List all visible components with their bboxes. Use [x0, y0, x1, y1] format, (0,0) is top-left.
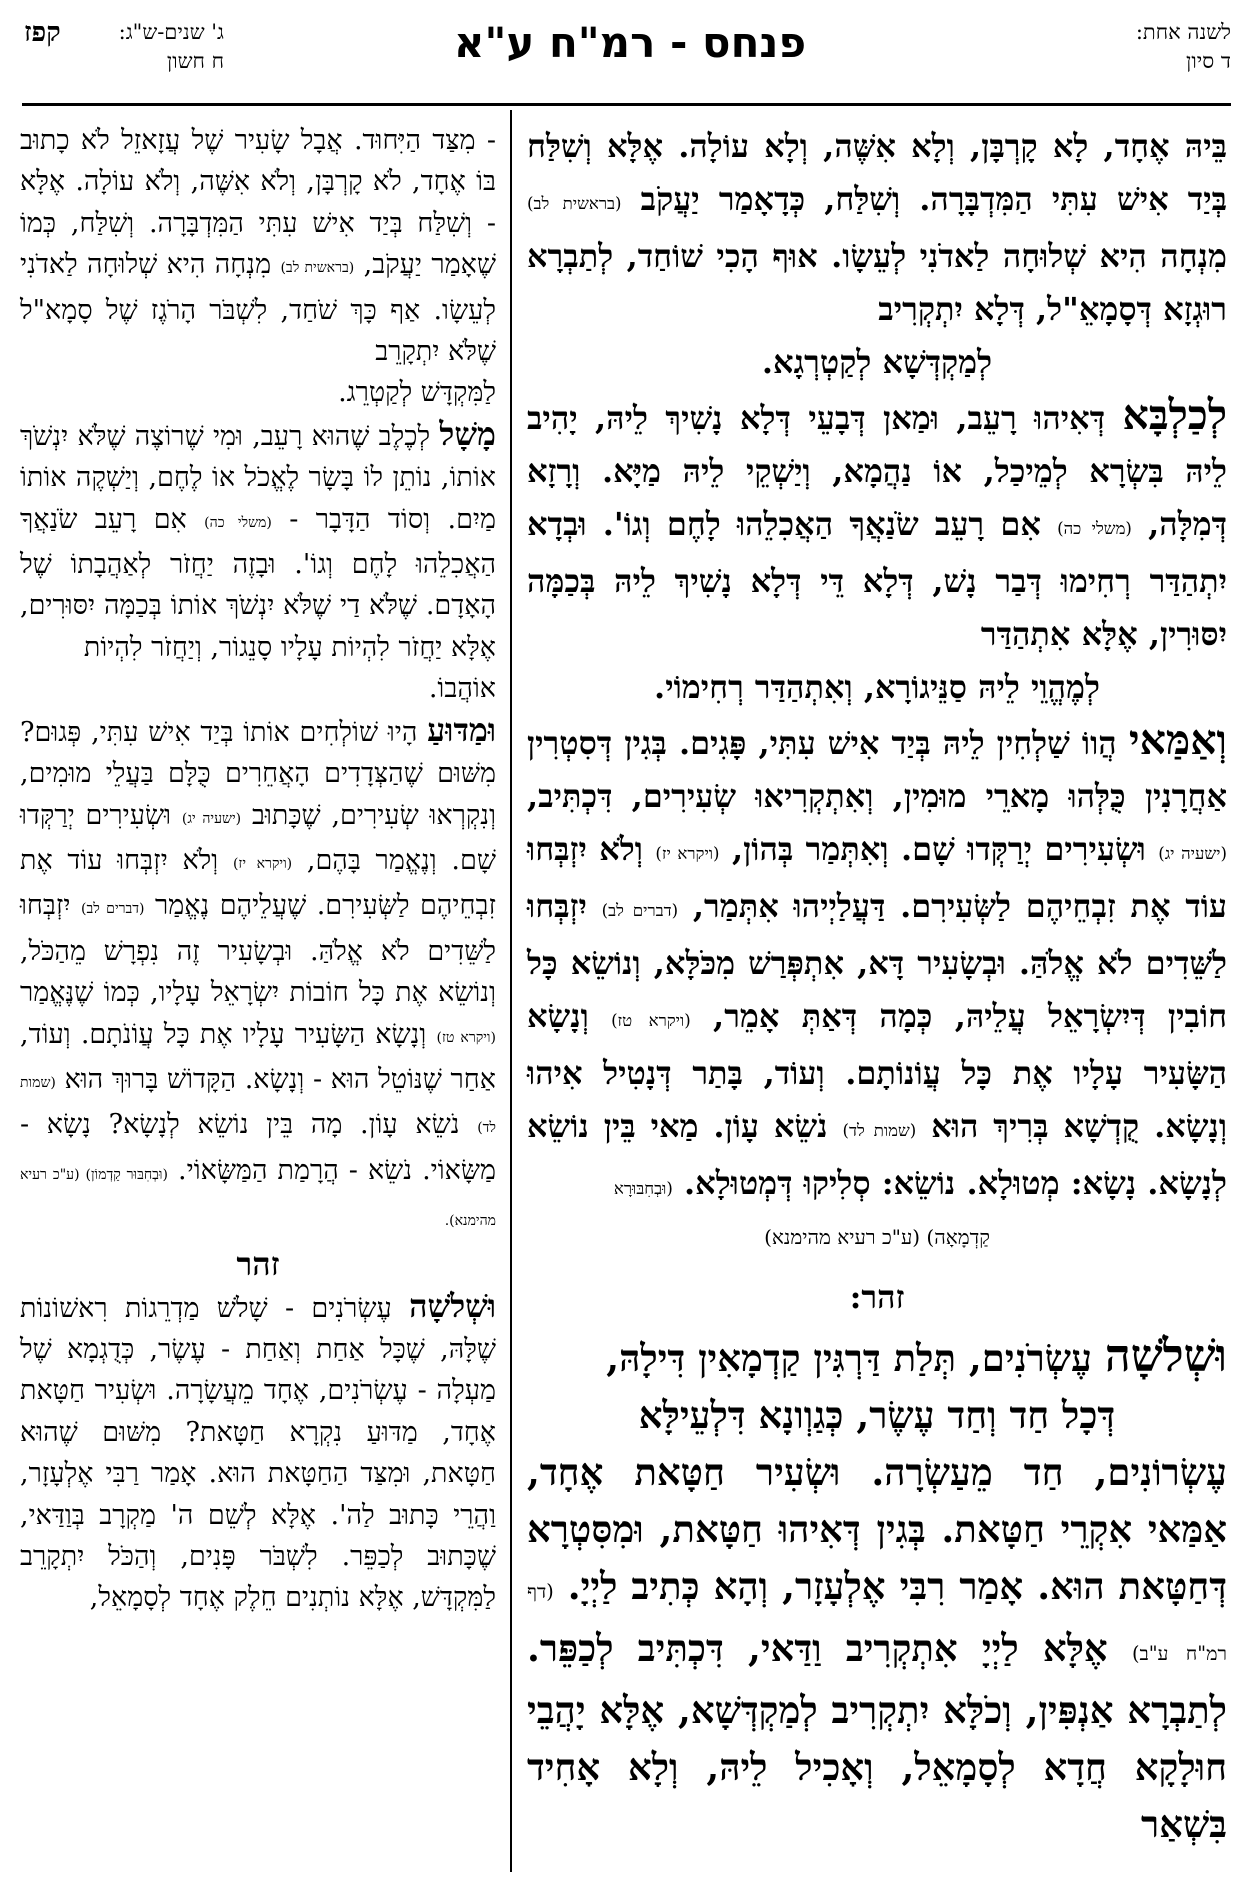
- header-reading-schedule-three-year: [24, 18, 224, 76]
- main-paragraph-1-last-line: לְמַקְדְּשָׁא לְקַטְרְגָא.: [761, 343, 993, 381]
- main-paragraph-1: בֵּיהּ אֶחָד, לָא קָרְבָּן, וְלָא אִשֶּׁה, וְלָא עוֹלָה. אֶלָּא וְשִׁלַּח בְּיַד אִישׁ עִתִּי הַמִּדְבָּרָה. וְשִׁלַּח, כְּדָאָמַר יַעֲקֹב (בראשית לב) מִנְחָה הִיא שְׁלוּחָה לַאדֹנִי לְעֵשָׂו. אוּף הָכִי שׁוֹחַד, לְתַבְרָא רוּגְזָא דְּסָמָאֵ"ל, דְּלָא יִתְקְרִיב: [527, 127, 1227, 328]
- zohar-heading: זהר:: [849, 1278, 905, 1316]
- opening-word: לְכַלְבָּא: [1122, 391, 1228, 439]
- opening-word: וּשְׁלֹשָׁה: [409, 1286, 496, 1325]
- side-paragraph-1: - מִצַּד הַיִּחוּד. אֲבָל שָׂעִיר שֶׁל עֲזָאזֵל לֹא כָתוּב בּוֹ אֶחָד, לֹא קָרְבָּן, וְלֹא אִשֶּׁה, וְלֹא עוֹלָה. אֶלָּא - וְשִׁלַּח בְּיַד אִישׁ עִתִּי הַמִּדְבָּרָה. וְשִׁלַּח, כְּמוֹ שֶׁאָמַר יַעֲקֹב, (בראשית לב) מִנְחָה הִיא שְׁלוּחָה לַאדֹנִי לְעֵשָׂו. אַף כָּךְ שֹׁחַד, לִשְׁבֹּר הָרֹגֶז שֶׁל סָמָא"ל שֶׁלֹּא יִתְקָרֵב: [20, 125, 496, 368]
- opening-word: וּמַדּוּעַ: [427, 710, 496, 749]
- header-one-year-label: לשנה אחת:: [1135, 20, 1231, 44]
- source-ref: (ויקרא יז): [232, 855, 293, 872]
- source-ref: (בראשית לב): [527, 194, 622, 213]
- source-ref: (ישעיה יג): [181, 810, 242, 827]
- side-paragraph-2-last-line: אוֹהֲבוֹ.: [428, 673, 496, 705]
- page-title: פנחס - רמ"ח ע"א: [453, 18, 807, 67]
- source-ref: (בראשית לב): [280, 260, 355, 277]
- source-ref: (ויקרא טז): [436, 1029, 496, 1046]
- main-paragraph-3-note-line: קַדְמָאָה) (ע"כ רעיא מהימנא): [764, 1225, 990, 1249]
- source-ref: (ויקרא טז): [611, 1011, 691, 1030]
- source-ref: (שמות לד): [842, 1121, 917, 1140]
- side-paragraph-2: מָשָׁל לְכֶלֶב שֶׁהוּא רָעֵב, וּמִי שֶׁרוֹצֶה שֶׁלֹּא יִנְשֹׁךְ אוֹתוֹ, נוֹתֵן לוֹ בָּשָׂר לֶאֱכֹל אוֹ לֶחֶם, וְיַשְׁקֶה אוֹתוֹ מַיִם. וְסוֹד הַדָּבָר - (משלי כה) אִם רָעֵב שֹׂנַאֲךָ הַאֲכִלֵהוּ לָחֶם וְגוֹ'. וּבָזֶה יַחֲזֹר לְאַהֲבָתוֹ שֶׁל הָאָדָם. שֶׁלֹּא דַי שֶׁלֹּא יִנְשֹׁךְ אוֹתוֹ בְּכַמָּה יִסּוּרִים, אֶלָּא יַחֲזֹר לִהְיוֹת עָלָיו סָנֵגוֹר, וְיַחֲזֹר לִהְיוֹת: [20, 414, 497, 663]
- zohar-paragraph-centered-line: דְּכָל חַד וְחַד עֶשֶׂר, כְּגַוְונָא דִּלְעֵילָּא: [638, 1393, 1116, 1437]
- source-ref: (דברים לב): [81, 901, 145, 918]
- source-ref: (ויקרא יז): [655, 844, 720, 863]
- header-one-year-date: ד סיון: [1186, 49, 1231, 73]
- source-ref: (ישעיה יג): [1158, 844, 1228, 863]
- source-ref: (שמות לד): [20, 1074, 496, 1137]
- editorial-note: (וּבְחִבּוּר קַדְמוֹן) (ע"כ רעיא מהימנא).: [20, 1166, 496, 1230]
- source-ref: (משלי כה): [204, 514, 272, 531]
- side-paragraph-4: וּשְׁלֹשָׁה עֶשְׂרֹנִים - שָׁלֹשׁ מַדְרֵגוֹת רִאשׁוֹנוֹת שֶׁלָּהּ, שֶׁכָּל אַחַת וְאַחַת - עֶשֶׂר, כְּדֻגְמָא שֶׁל מַעְלָה - עֶשְׂרֹנִים, אֶחָד מֵעֲשָׂרָה. וּשְׂעִיר חַטָּאת אֶחָד, מַדּוּעַ נִקְרָא חַטָּאת? מִשּׁוּם שֶׁהוּא חַטָּאת, וּמִצַּד הַחַטָּאת הוּא. אָמַר רַבִּי אֶלְעָזָר, וַהֲרֵי כָּתוּב לַה'. אֶלָּא לְשֵׁם ה' מַקְרָב בְּוַדַּאי, שֶׁכָּתוּב לְכַפֵּר. לִשְׁבֹּר פָּנִים, וְהַכֹּל יִתְקָרֵב לַמִּקְדָּשׁ, אֶלָּא נוֹתְנִים חֵלֶק אֶחָד לְסָמָאֵל,: [20, 1286, 496, 1614]
- page-number: קפז: [24, 17, 61, 48]
- main-paragraph-3: וְאַמַּאי הֲווֹ שַׁלְחִין לֵיהּ בְּיַד אִישׁ עִתִּי, פָּגִים. בְּגִין דְּסִטְרִין אַחֲרָנִין כֻּלְּהוּ מָארֵי מוּמִין, וְאִתְקְרִיאוּ שְׂעִירִים, דִּכְתִּיב, (ישעיה יג) וּשְׂעִירִים יְרַקְּדוּ שָׁם. וְאִתְּמַר בְּהוֹן, (ויקרא יז) וְלֹא יִזְבְּחוּ עוֹד אֶת זִבְחֵיהֶם לַשְּׂעִירִם. דַּעֲלַיְיהוּ אִתְּמַר, (דברים לב) יִזְבְּחוּ לַשֵּׁדִים לֹא אֱלֹהַּ. וּבְשָׂעִיר דָּא, אִתְפְּרַשׁ מִכֹּלָּא, וְנוֹשֵׂא כָּל חוֹבִין דְּיִשְׂרָאֵל עֲלֵיהּ, כְּמָה דְּאַתְּ אָמֵר, (ויקרא טז) וְנָשָׂא הַשָּׂעִיר עָלָיו אֶת כָּל עֲוֹנוֹתָם. וְעוֹד, בָּתַר דְּנָטִיל אִיהוּ וְנָשָׂא. קֻדְשָׁא בְּרִיךְ הוּא (שמות לד) נֹשֵׂא עָוֹן. מַאי בֵּין נוֹשֵׂא לְנָשָׂא. נָשָׂא: מְטוּלָא. נוֹשֵׂא: סְלִיקוּ דְּמְטוּלָא. (וּבְחִבּוּרָא: [527, 716, 1228, 1202]
- side-paragraph-1-last-line: לַמִּקְדָּשׁ לְקַטְרֵג.: [338, 377, 496, 409]
- translation-column: [20, 120, 496, 1619]
- main-paragraph-2-last-line: לְמֶהֱוֵי לֵיהּ סַנֵּיגוֹרָא, וְאִתְהַדַּר רְחִימוֹי.: [654, 668, 1100, 706]
- opening-word: וּשְׁלֹשָׁה: [1104, 1329, 1227, 1382]
- header-reading-schedule-one-year: [1001, 18, 1231, 76]
- source-ref: (דברים לב): [601, 901, 679, 920]
- zohar-paragraph-first-line: וּשְׁלֹשָׁה עֶשְׂרֹנִים, תְּלַת דַּרְגִּין קַדְמָאִין דִּילָהּ,: [606, 1329, 1227, 1382]
- main-text-column: [527, 120, 1227, 1853]
- editorial-note: (וּבְחִבּוּרָא: [613, 1179, 673, 1198]
- header-rule: [22, 103, 1231, 106]
- header-three-year-label: ג' שנים-ש"ג:: [118, 20, 224, 44]
- zohar-heading-translation: זהר: [236, 1244, 280, 1283]
- column-divider: [510, 110, 512, 1872]
- main-paragraph-2: לְכַלְבָּא דְּאִיהוּ רָעֵב, וּמַאן דְּבָעֵי דְּלָא נָשִׁיךְ לֵיהּ, יָהִיב לֵיהּ בִּשְׂרָא לְמֵיכַל, אוֹ נַהֲמָא, וְיַשְׁקֵי לֵיהּ מַיָּא. וְרָזָא דְּמִלָּה, (משלי כה) אִם רָעֵב שֹׂנַאֲךָ הַאֲכִלֵהוּ לָחֶם וְגוֹ'. וּבְדָא יִתְהַדַּר רְחִימוּ דְּבַר נָשׁ, דְּלָא דֵּי דְּלָא נָשִׁיךְ לֵיהּ בְּכַמָּה יִסּוּרִין, אֶלָּא אִתְהַדַּר: [527, 391, 1228, 653]
- zohar-paragraph: עֶשְׂרוֹנִים, חַד מֵעַשְׂרָה. וּשְׂעִיר חַטָּאת אֶחָד, אַמַּאי אִקְרֵי חַטָּאת. בְּגִין דְּאִיהוּ חַטָּאת, וּמִסִּטְרָא דְּחַטָּאת הוּא. אָמַר רִבִּי אֶלְעָזָר, וְהָא כְּתִיב לַיְיָ. (דף רמ"ח ע"ב) אֶלָּא לַיְיָ אִתְקְרִיב וַדַּאי, דִּכְתִּיב לְכַפֵּר. לְתַבְרָא אַנְפִּין, וְכֹלָּא יִתְקְרִיב לְמַקְדְּשָׁא, אֶלָּא יָהֲבֵי חוּלָקָא חֲדָא לְסָמָאֵל, וְאָכִיל לֵיהּ, וְלָא אָחִיד בִּשְׁאַר: [527, 1450, 1227, 1846]
- source-ref: (דף רמ"ח ע"ב): [527, 1580, 1227, 1665]
- side-paragraph-3: וּמַדּוּעַ הָיוּ שׁוֹלְחִים אוֹתוֹ בְּיַד אִישׁ עִתִּי, פְּגוּם? מִשּׁוּם שֶׁהַצְּדָדִים הָאֲחֵרִים כֻּלָּם בַּעֲלֵי מוּמִים, וְנִקְרְאוּ שְׂעִירִים, שֶׁכָּתוּב (ישעיה יג) וּשְׂעִירִים יְרַקְּדוּ שָׁם. וְנֶאֱמַר בָּהֶם, (ויקרא יז) וְלֹא יִזְבְּחוּ עוֹד אֶת זִבְחֵיהֶם לַשְּׂעִירִם. שֶׁעֲלֵיהֶם נֶאֱמַר (דברים לב) יִזְבְּחוּ לַשֵּׁדִים לֹא אֱלֹהַּ. וּבְשָׂעִיר זֶה נִפְרָשׁ מֵהַכֹּל, וְנוֹשֵׂא אֶת כָּל חוֹבוֹת יִשְׂרָאֵל עָלָיו, כְּמוֹ שֶׁנֶּאֱמַר (ויקרא טז) וְנָשָׂא הַשָּׂעִיר עָלָיו אֶת כָּל עֲוֹנֹתָם. וְעוֹד, אַחַר שֶׁנּוֹטֵל הוּא - וְנָשָׂא. הַקָּדוֹשׁ בָּרוּךְ הוּא (שמות לד) נֹשֵׂא עָוֹן. מָה בֵּין נוֹשֵׂא לְנָשָׂא? נָשָׂא - מַשָּׂאוֹי. נֹשֵׂא - הֲרָמַת הַמַּשָּׂאוֹי. (וּבְחִבּוּר קַדְמוֹן) (ע"כ רעיא מהימנא).: [20, 710, 496, 1230]
- header-three-year-date: ח חשון: [166, 49, 224, 73]
- opening-word: וְאַמַּאי: [1128, 716, 1228, 764]
- source-ref: (משלי כה): [1057, 519, 1132, 538]
- opening-word: מָשָׁל: [439, 414, 496, 453]
